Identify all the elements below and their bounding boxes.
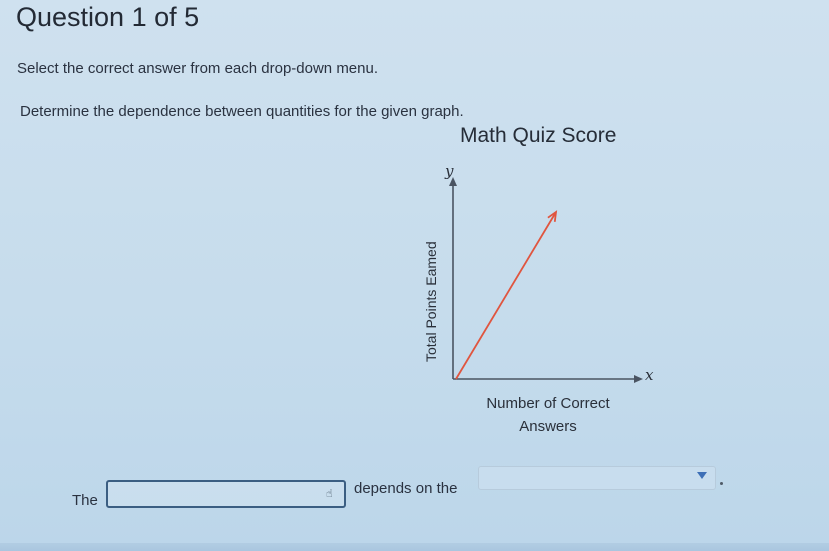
x-axis-label-line1: Number of Correct	[486, 395, 610, 412]
chevron-down-icon	[697, 472, 707, 479]
sentence-prefix: The	[72, 492, 98, 509]
sentence-period	[720, 482, 723, 485]
instructions-text: Select the correct answer from each drop-down menu.	[17, 60, 379, 77]
x-axis-arrowhead	[634, 375, 643, 383]
question-title: Question 1 of 5	[16, 2, 200, 32]
series-line	[456, 212, 556, 379]
cursor-icon: ☝	[326, 488, 333, 500]
x-axis-label-line2: Answers	[519, 418, 577, 435]
chart-title: Math Quiz Score	[460, 124, 617, 147]
y-axis-label: Total Points Eamed	[423, 241, 439, 362]
dependent-quantity-dropdown[interactable]	[106, 480, 346, 508]
independent-quantity-dropdown[interactable]	[478, 466, 716, 490]
answer-row	[0, 470, 829, 520]
sentence-middle: depends on the	[354, 480, 458, 497]
x-axis-name: x	[645, 366, 654, 384]
bottom-strip	[0, 543, 829, 551]
question-prompt: Determine the dependence between quantities for the given graph.	[20, 103, 464, 120]
y-axis-name: y	[445, 162, 454, 180]
